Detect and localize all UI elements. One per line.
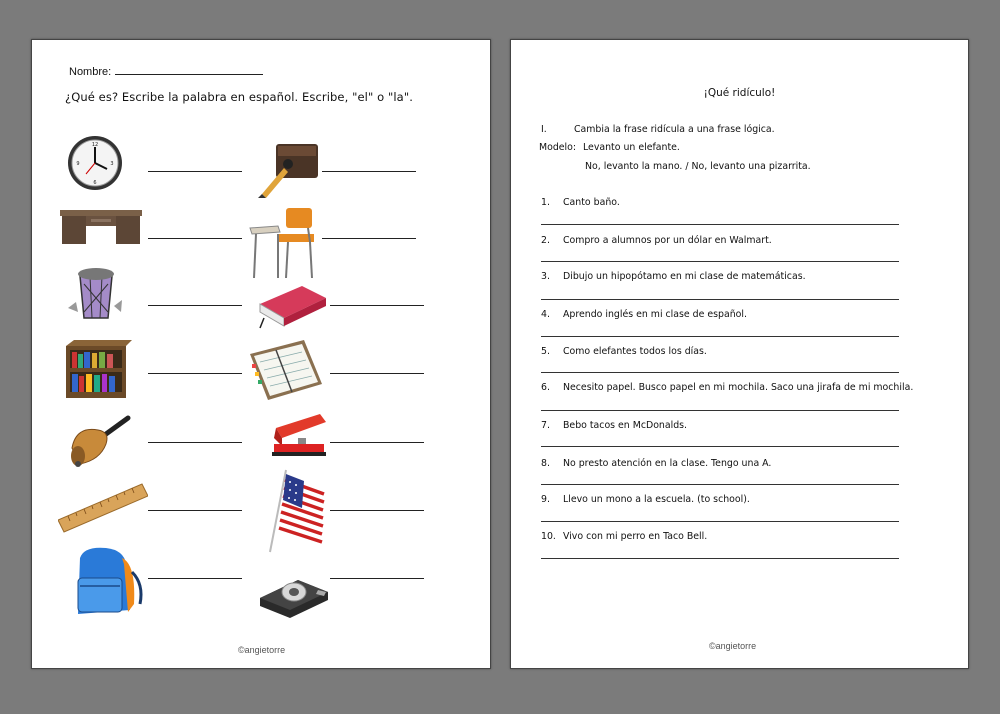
answer-blank (330, 578, 424, 579)
list-item: 1. Canto baño. (541, 197, 620, 208)
list-item: 8. No presto atención en la clase. Tengo una A. (541, 458, 772, 469)
tape-dispenser-icon (258, 570, 330, 620)
list-item: 6. Necesito papel. Busco papel en mi mochila. Saco una jirafa de mi mochila. (541, 382, 914, 393)
svg-text:9: 9 (76, 161, 80, 167)
answer-line (541, 484, 899, 485)
binder-notebook-icon (246, 340, 326, 402)
copyright-footer: ©angietorre (709, 641, 757, 651)
answer-blank (148, 305, 242, 306)
answer-line (541, 224, 899, 225)
answer-line (541, 446, 899, 447)
answer-line (541, 336, 899, 337)
answer-blank (148, 171, 242, 172)
page-title: ¡Qué ridículo! (703, 87, 776, 99)
clock-icon (66, 134, 124, 192)
ruler-icon (58, 482, 148, 534)
section-heading (541, 124, 775, 135)
school-bell-icon (66, 414, 132, 472)
svg-text:3: 3 (110, 161, 114, 167)
answer-blank (148, 578, 242, 579)
answer-blank (148, 510, 242, 511)
name-field (69, 64, 263, 78)
answer-blank (330, 510, 424, 511)
answer-blank (322, 171, 416, 172)
model-example-row (539, 142, 680, 153)
name-label: Nombre: (69, 66, 112, 78)
answer-line (541, 299, 899, 300)
copyright-footer: ©angietorre (238, 645, 286, 655)
answer-line (541, 261, 899, 262)
list-item: 10. Vivo con mi perro en Taco Bell. (541, 531, 708, 542)
wastebasket-icon (66, 262, 124, 322)
answer-blank (330, 442, 424, 443)
bookshelf-icon (66, 340, 132, 398)
answer-blank (330, 305, 424, 306)
answer-blank (330, 373, 424, 374)
list-item: 5. Como elefantes todos los días. (541, 346, 707, 357)
red-book-icon (256, 284, 328, 330)
section-instruction: Cambia la frase ridícula a una frase lógica. (574, 124, 775, 135)
list-item: 3. Dibujo un hipopótamo en mi clase de matemáticas. (541, 271, 806, 282)
backpack-icon (70, 544, 150, 618)
pencil-sharpener-icon (254, 138, 324, 200)
list-item: 4. Aprendo inglés en mi clase de español. (541, 309, 747, 320)
answer-blank (148, 442, 242, 443)
instructions: ¿Qué es? Escribe la palabra en español. Escribe, "el" o "la". (65, 90, 413, 104)
list-item: 7. Bebo tacos en McDonalds. (541, 420, 688, 431)
answer-line (541, 521, 899, 522)
name-blank-line (115, 64, 263, 75)
answer-blank (148, 238, 242, 239)
answer-blank (148, 373, 242, 374)
answer-blank (322, 238, 416, 239)
worksheet-page-ridiculo (510, 39, 969, 669)
list-item: 9. Llevo un mono a la escuela. (to school). (541, 494, 750, 505)
model-answer: No, levanto la mano. / No, levanto una pizarrita. (585, 161, 811, 172)
model-label: Modelo: (539, 142, 577, 153)
worksheet-page-vocabulary (31, 39, 491, 669)
answer-line (541, 558, 899, 559)
student-desk-icon (248, 206, 318, 282)
list-item: 2. Compro a alumnos por un dólar en Walmart. (541, 235, 772, 246)
section-number: I. (541, 124, 547, 135)
svg-text:6: 6 (93, 180, 97, 186)
stapler-icon (270, 412, 330, 460)
answer-line (541, 410, 899, 411)
us-flag-icon (264, 468, 330, 554)
svg-text:12: 12 (91, 142, 99, 148)
model-example: Levanto un elefante. (583, 142, 680, 153)
teacher-desk-icon (60, 210, 142, 246)
answer-line (541, 372, 899, 373)
